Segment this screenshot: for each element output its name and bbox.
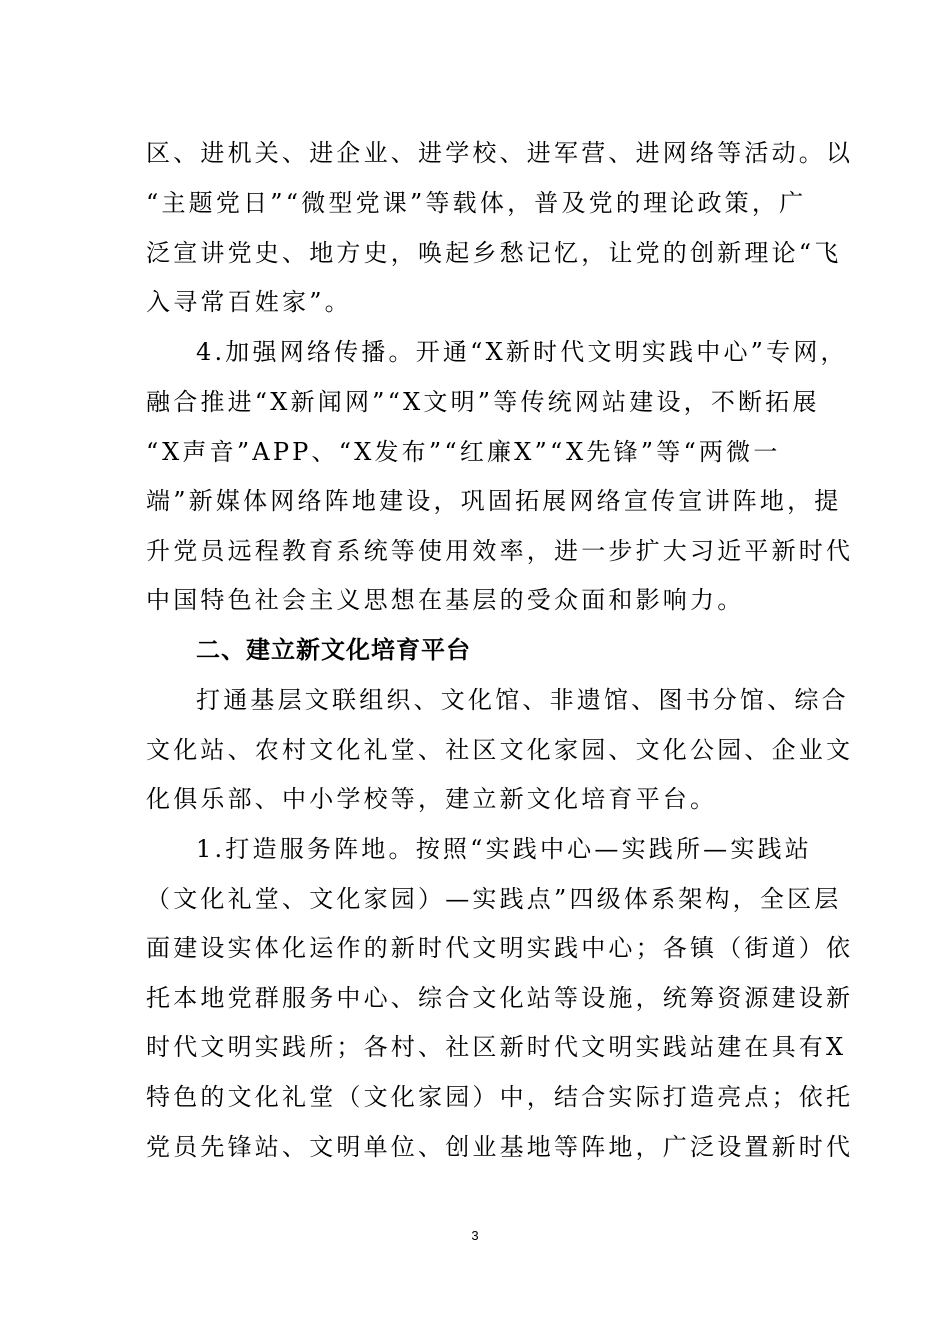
text-line: “X声音”APP、“X发布”“红廉X”“X先锋”等“两微一 bbox=[146, 438, 781, 466]
text-line: 4.加强网络传播。开通“X新时代文明实践中心”专网， bbox=[196, 338, 848, 366]
page-number: 3 bbox=[471, 1228, 479, 1243]
text-line: 升党员远程教育系统等使用效率，进一步扩大习近平新时代 bbox=[146, 537, 854, 565]
text-line: 托本地党群服务中心、综合文化站等设施，统筹资源建设新 bbox=[146, 984, 854, 1012]
text-line: 面建设实体化运作的新时代文明实践中心；各镇（街道）依 bbox=[146, 934, 854, 962]
text-line: 化俱乐部、中小学校等，建立新文化培育平台。 bbox=[146, 785, 718, 813]
text-line: 1.打造服务阵地。按照“实践中心—实践所—实践站 bbox=[196, 835, 812, 863]
text-line: 区、进机关、进企业、进学校、进军营、进网络等活动。以 bbox=[146, 139, 854, 167]
text-line: 中国特色社会主义思想在基层的受众面和影响力。 bbox=[146, 586, 745, 614]
text-line: 打通基层文联组织、文化馆、非遗馆、图书分馆、综合 bbox=[196, 686, 849, 714]
text-line: 端”新媒体网络阵地建设，巩固拓展网络宣传宣讲阵地，提 bbox=[146, 487, 842, 515]
text-line: 融合推进“X新闻网”“X文明”等传统网站建设，不断拓展 bbox=[146, 388, 820, 416]
text-line: “主题党日”“微型党课”等载体，普及党的理论政策，广 bbox=[146, 189, 807, 217]
text-line: 特色的文化礼堂（文化家园）中，结合实际打造亮点；依托 bbox=[146, 1083, 854, 1111]
text-line: 时代文明实践所；各村、社区新时代文明实践站建在具有X bbox=[146, 1033, 847, 1061]
text-line: （文化礼堂、文化家园）—实践点”四级体系架构，全区层 bbox=[146, 885, 842, 913]
text-line: 入寻常百姓家”。 bbox=[146, 288, 352, 316]
text-line: 泛宣讲党史、地方史，唤起乡愁记忆，让党的创新理论“飞 bbox=[146, 239, 842, 267]
text-line: 文化站、农村文化礼堂、社区文化家园、文化公园、企业文 bbox=[146, 736, 854, 764]
text-line: 党员先锋站、文明单位、创业基地等阵地，广泛设置新时代 bbox=[146, 1133, 854, 1161]
section-heading: 二、建立新文化培育平台 bbox=[196, 636, 471, 664]
